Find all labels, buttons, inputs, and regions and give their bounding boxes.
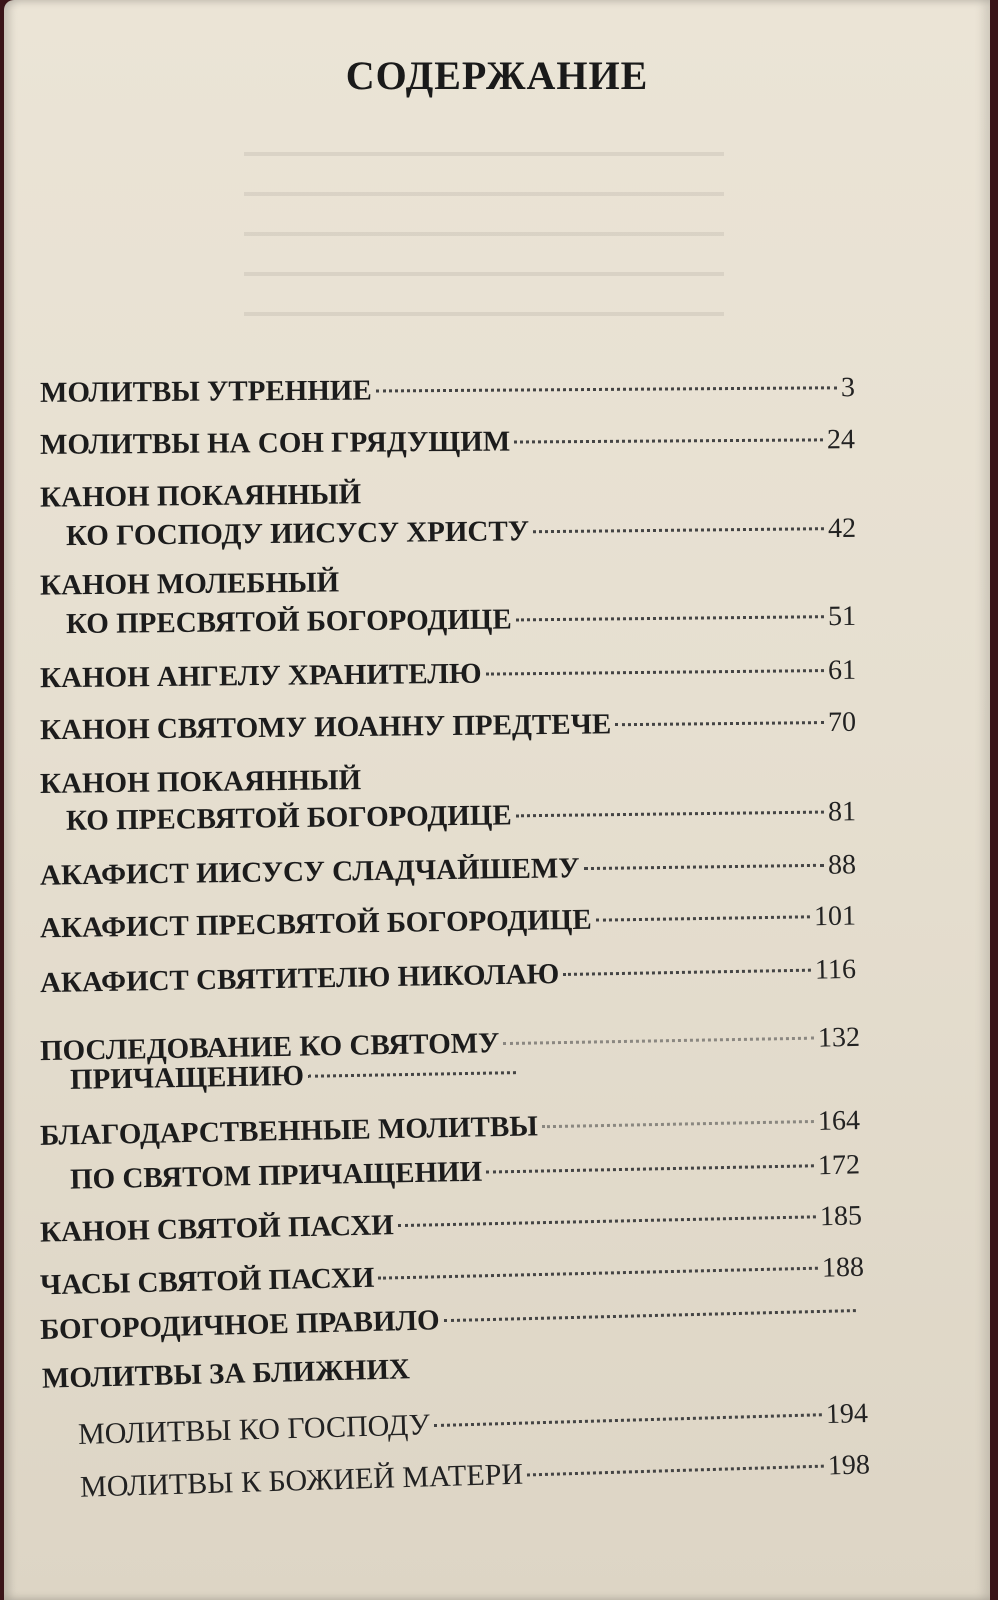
toc-entry-title: ЧАСЫ СВЯТОЙ ПАСХИ — [39, 1261, 375, 1302]
dot-leader — [615, 721, 824, 726]
toc-entry[interactable] — [42, 1351, 411, 1397]
toc-entry[interactable] — [40, 421, 855, 464]
toc-entry-page: 185 — [819, 1200, 863, 1233]
toc-entry-page: 51 — [827, 600, 857, 633]
toc-entry[interactable] — [66, 598, 856, 643]
dot-leader — [542, 1120, 814, 1128]
dot-leader — [514, 438, 823, 443]
toc-entry-title: КАНОН СВЯТОЙ ПАСХИ — [39, 1209, 395, 1249]
page-title: СОДЕРЖАНИЕ — [345, 53, 649, 98]
toc-entry-page: 194 — [825, 1397, 869, 1431]
dot-leader — [516, 615, 824, 621]
toc-entry[interactable] — [40, 951, 857, 1002]
toc-entry-page: 172 — [817, 1149, 861, 1182]
toc-entry[interactable] — [40, 704, 856, 750]
toc-entry[interactable] — [40, 564, 339, 603]
toc-entry-page: 88 — [827, 849, 857, 881]
toc-subentry[interactable] — [78, 1395, 869, 1454]
dot-leader — [583, 864, 824, 870]
toc-entry-title: МОЛИТВЫ КО ГОСПОДУ — [77, 1408, 431, 1452]
table-of-contents — [4, 0, 990, 1600]
toc-entry-title: БЛАГОДАРСТВЕННЫЕ МОЛИТВЫ — [39, 1110, 539, 1152]
toc-entry[interactable] — [70, 1146, 861, 1198]
toc-entry-title: МОЛИТВЫ ЗА БЛИЖНИХ — [41, 1353, 411, 1395]
toc-entry-title: ПРИЧАЩЕНИЮ — [69, 1059, 305, 1096]
toc-entry-page: 81 — [827, 796, 857, 828]
dot-leader — [596, 915, 810, 921]
toc-entry-page: 24 — [826, 424, 856, 456]
toc-entry-title: ПО СВЯТОМ ПРИЧАЩЕНИИ — [69, 1155, 483, 1196]
toc-entry-title: МОЛИТВЫ НА СОН ГРЯДУЩИМ — [39, 425, 511, 461]
dot-leader — [378, 1267, 818, 1280]
dot-leader — [434, 1413, 822, 1427]
toc-entry-title: КАНОН АНГЕЛУ ХРАНИТЕЛЮ — [39, 657, 482, 695]
dot-leader — [376, 386, 837, 392]
toc-entry[interactable] — [40, 762, 361, 802]
dot-leader — [444, 1309, 856, 1322]
dot-leader — [308, 1071, 516, 1078]
toc-entry-title: БОГОРОДИЧНОЕ ПРАВИЛО — [39, 1304, 440, 1347]
dot-leader — [533, 527, 824, 533]
toc-entry-title: КО ПРЕСВЯТОЙ БОГОРОДИЦЕ — [65, 799, 512, 837]
toc-entry-title: КО ГОСПОДУ ИИСУСУ ХРИСТУ — [65, 515, 530, 553]
toc-entry-title: КАНОН ПОКАЯННЫЙ — [39, 764, 362, 800]
toc-entry-title: КАНОН МОЛЕБНЫЙ — [39, 566, 340, 602]
dot-leader — [527, 1465, 824, 1477]
toc-entry[interactable] — [40, 476, 361, 515]
toc-entry-page: 70 — [827, 706, 857, 739]
dot-leader — [485, 669, 823, 676]
toc-entry-title: КАНОН ПОКАЯННЫЙ — [39, 478, 362, 514]
toc-entry[interactable] — [70, 1054, 521, 1098]
toc-entry-page: 61 — [827, 654, 857, 687]
toc-entry-title: МОЛИТВЫ УТРЕННИЕ — [39, 374, 372, 409]
toc-entry-page: 188 — [821, 1251, 865, 1284]
toc-subentry[interactable] — [80, 1446, 871, 1506]
dot-leader — [398, 1215, 816, 1227]
dot-leader — [516, 811, 824, 818]
toc-entry[interactable] — [66, 510, 856, 555]
toc-entry-page: 101 — [813, 900, 857, 933]
toc-entry-page: 116 — [814, 953, 857, 986]
toc-entry-page: 42 — [827, 512, 857, 545]
toc-entry-title: АКАФИСТ СВЯТИТЕЛЮ НИКОЛАЮ — [39, 958, 560, 1000]
toc-entry-page: 132 — [817, 1021, 861, 1054]
toc-entry-page: 164 — [817, 1105, 861, 1137]
toc-entry-title: ПОСЛЕДОВАНИЕ КО СВЯТОМУ — [39, 1027, 500, 1068]
dot-leader — [486, 1164, 814, 1173]
toc-entry-title: АКАФИСТ ИИСУСУ СЛАДЧАЙШЕМУ — [39, 852, 580, 892]
toc-entry[interactable] — [40, 846, 856, 894]
dot-leader — [563, 969, 811, 976]
toc-entry[interactable] — [40, 1197, 863, 1251]
toc-entry[interactable] — [40, 1102, 861, 1155]
toc-entry[interactable] — [40, 652, 856, 698]
toc-entry-title: КАНОН СВЯТОМУ ИОАННУ ПРЕДТЕЧЕ — [39, 708, 612, 747]
book-page — [4, 0, 990, 1600]
dot-leader — [503, 1037, 814, 1045]
toc-entry[interactable] — [40, 898, 856, 948]
toc-entry-page: 3 — [840, 372, 856, 404]
toc-entry-title: КО ПРЕСВЯТОЙ БОГОРОДИЦЕ — [65, 603, 512, 641]
toc-entry-title: АКАФИСТ ПРЕСВЯТОЙ БОГОРОДИЦЕ — [39, 903, 592, 945]
toc-entry[interactable] — [40, 369, 855, 412]
toc-entry-title: МОЛИТВЫ К БОЖИЕЙ МАТЕРИ — [79, 1457, 524, 1504]
toc-entry-page: 198 — [827, 1449, 871, 1482]
